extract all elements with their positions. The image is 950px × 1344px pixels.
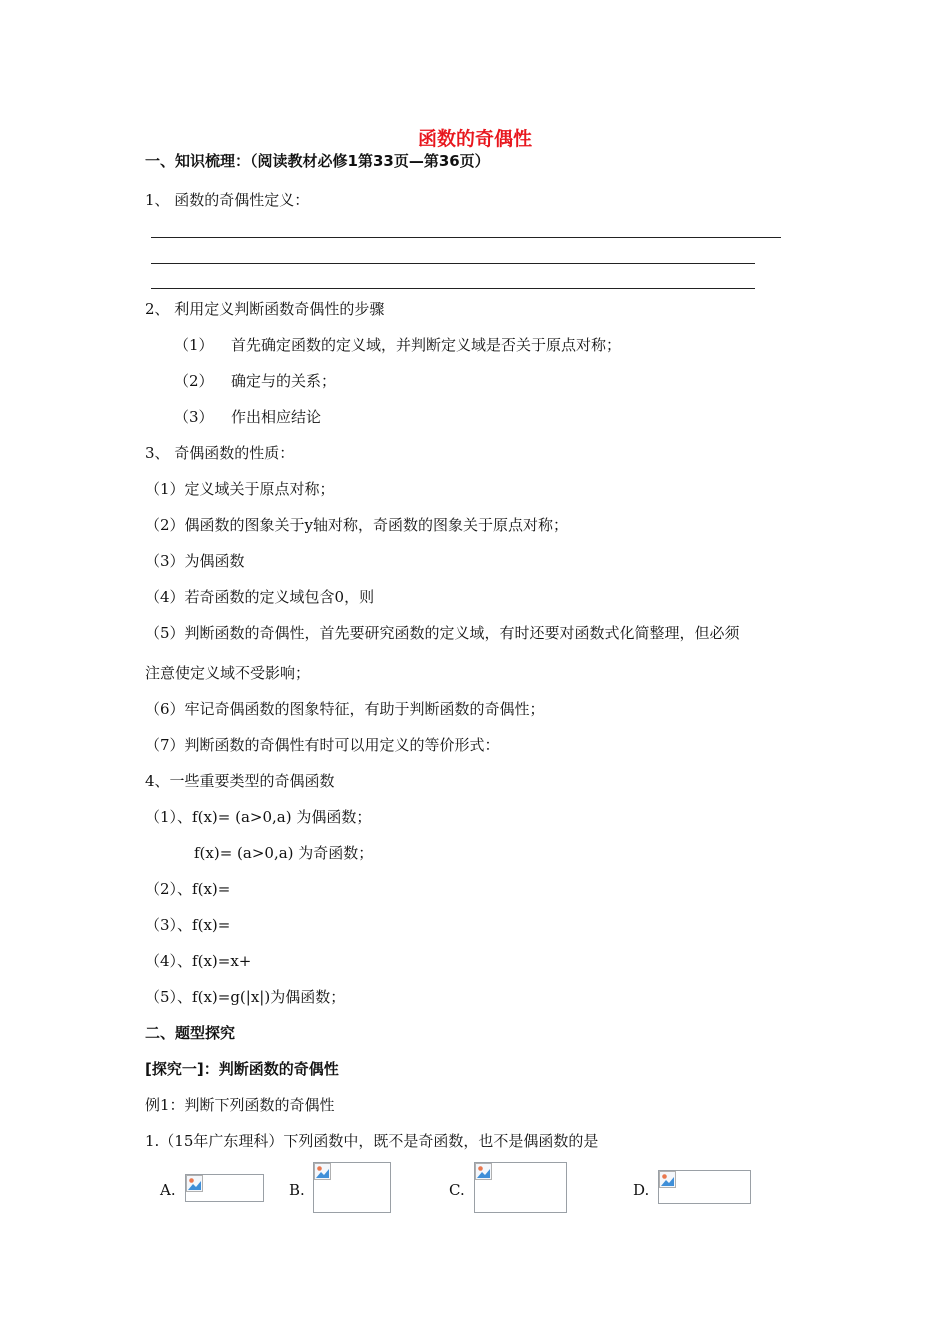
option-b-label: B. — [289, 1181, 305, 1199]
option-d-label: D. — [633, 1181, 650, 1199]
section2-heading: 二、题型探究 — [145, 1024, 236, 1042]
document-title: 函数的奇偶性 — [417, 128, 532, 150]
explore-heading: [探究一]：判断函数的奇偶性 — [145, 1060, 339, 1078]
broken-image-icon — [475, 1163, 492, 1180]
option-a-formula-image — [185, 1174, 264, 1202]
option-c-formula-image — [474, 1162, 567, 1213]
option-a-label: A. — [160, 1181, 176, 1199]
option-d-formula-image — [658, 1170, 751, 1204]
function-type: （5）、f(x)=g(|x|)为偶函数； — [145, 988, 346, 1006]
answer-line-3 — [151, 288, 755, 289]
step-number: （2） — [174, 372, 214, 390]
property-item: （1）定义域关于原点对称； — [145, 480, 335, 498]
properties-heading: 3、 奇偶函数的性质： — [145, 444, 295, 462]
function-type: f(x)= (a>0,a) 为奇函数； — [194, 844, 374, 862]
answer-line-2 — [151, 263, 755, 264]
property-item-continued: 注意使定义域不受影响； — [145, 664, 311, 682]
property-item: （2）偶函数的图象关于y轴对称，奇函数的图象关于原点对称； — [145, 516, 569, 534]
option-b-formula-image — [313, 1162, 391, 1213]
step-text: 首先确定函数的定义域，并判断定义域是否关于原点对称； — [231, 336, 622, 354]
steps-heading: 2、 利用定义判断函数奇偶性的步骤 — [145, 300, 385, 318]
property-item: （6）牢记奇偶函数的图象特征，有助于判断函数的奇偶性； — [145, 700, 545, 718]
section1-heading: 一、知识梳理：（阅读教材必修1第33页—第36页） — [145, 152, 490, 170]
property-item: （7）判断函数的奇偶性有时可以用定义的等价形式： — [145, 736, 500, 754]
function-type: （2）、f(x)= — [145, 880, 231, 898]
broken-image-icon — [186, 1175, 203, 1192]
step-text: 作出相应结论 — [231, 408, 322, 426]
property-item: （5）判断函数的奇偶性，首先要研究函数的定义域，有时还要对函数式化简整理，但必须 — [145, 624, 740, 642]
step-text: 确定与的关系； — [231, 372, 337, 390]
step-number: （3） — [174, 408, 214, 426]
definition-prompt: 1、 函数的奇偶性定义： — [145, 191, 310, 209]
answer-line-1 — [151, 237, 781, 238]
step-number: （1） — [174, 336, 214, 354]
property-item: （3）为偶函数 — [145, 552, 245, 570]
function-type: （1）、f(x)= (a>0,a) 为偶函数； — [145, 808, 372, 826]
broken-image-icon — [659, 1171, 676, 1188]
option-c-label: C. — [449, 1181, 465, 1199]
property-item: （4）若奇函数的定义域包含0，则 — [145, 588, 375, 606]
example-label: 例1：判断下列函数的奇偶性 — [145, 1096, 335, 1114]
question-text: 1.（15年广东理科）下列函数中，既不是奇函数，也不是偶函数的是 — [145, 1132, 599, 1150]
function-type: （3）、f(x)= — [145, 916, 231, 934]
function-type: （4）、f(x)=x+ — [145, 952, 252, 970]
function-types-heading: 4、一些重要类型的奇偶函数 — [145, 772, 335, 790]
broken-image-icon — [314, 1163, 331, 1180]
